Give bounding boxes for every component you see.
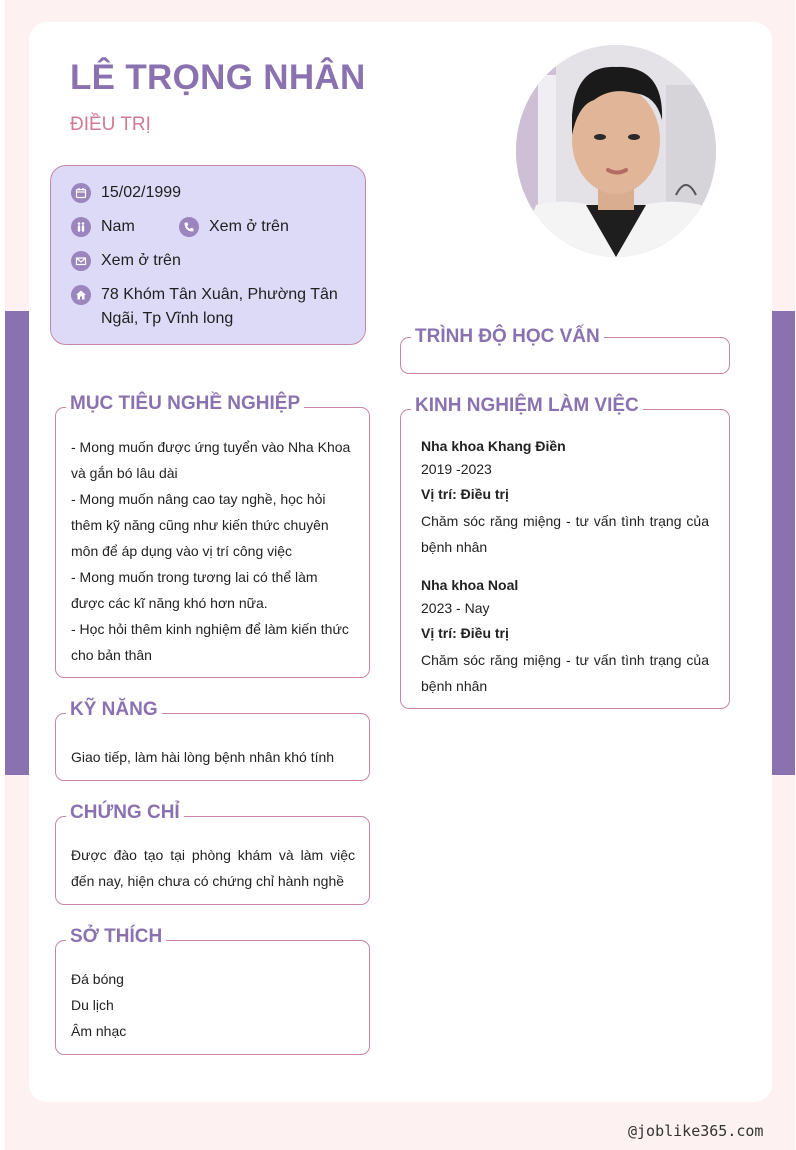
- profile-photo-illustration: [516, 45, 716, 257]
- job-description: Chăm sóc răng miệng - tư vấn tình trạng của bệnh nhân: [421, 513, 709, 555]
- experience-section: [400, 395, 730, 709]
- skills-title: KỸ NĂNG: [66, 698, 162, 722]
- job-company: Nha khoa Khang Điền: [421, 438, 566, 454]
- skills-text: Giao tiếp, làm hài lòng bệnh nhân khó tính: [71, 749, 335, 765]
- home-icon: [71, 285, 91, 305]
- phone-value: Xem ở trên: [209, 218, 289, 235]
- job-period: 2023 - Nay: [421, 600, 490, 616]
- objective-line: thêm kỹ năng cũng như kiến thức chuyên: [71, 517, 329, 533]
- email-row: [71, 249, 181, 273]
- candidate-role: ĐIỀU TRỊ: [70, 114, 151, 135]
- objective-line: được các kĩ năng khó hơn nữa.: [71, 595, 268, 611]
- right-accent-band: [772, 311, 795, 775]
- hobby-item: Đá bóng: [71, 971, 124, 987]
- objective-section: [55, 393, 370, 678]
- job-company: Nha khoa Noal: [421, 577, 519, 593]
- objective-body: [71, 434, 355, 668]
- watermark-text: @joblike365.com: [628, 1122, 764, 1140]
- candidate-name: LÊ TRỌNG NHÂN: [70, 58, 366, 97]
- hobbies-list: [71, 966, 355, 1044]
- gender-row: [71, 215, 135, 239]
- address-value: [101, 283, 338, 331]
- birthday-value: 15/02/1999: [101, 184, 182, 201]
- objective-line: - Mong muốn nâng cao tay nghề, học hỏi: [71, 491, 326, 507]
- objective-title: MỤC TIÊU NGHỀ NGHIỆP: [66, 392, 304, 416]
- skills-section: [55, 699, 370, 781]
- email-icon: [71, 251, 91, 271]
- job-position: Vị trí: Điều trị: [421, 625, 509, 641]
- gender-value: Nam: [101, 218, 135, 235]
- certificates-text: Được đào tạo tại phòng khám và làm việc đến nay, hiện chưa có chứng chỉ hành nghề: [71, 847, 355, 889]
- objective-line: - Mong muốn trong tương lai có thể làm: [71, 569, 318, 585]
- objective-line: - Học hỏi thêm kinh nghiệm để làm kiến thức: [71, 621, 349, 637]
- job-item: [421, 434, 709, 560]
- objective-line: môn để áp dụng vào vị trí công việc: [71, 543, 293, 559]
- certificates-title: CHỨNG CHỈ: [66, 801, 184, 825]
- education-section: [400, 326, 730, 374]
- job-description: Chăm sóc răng miệng - tư vấn tình trạng của bệnh nhân: [421, 652, 709, 694]
- calendar-icon: [71, 183, 91, 203]
- experience-title: KINH NGHIỆM LÀM VIỆC: [411, 394, 643, 418]
- left-accent-band: [5, 311, 29, 775]
- hobbies-title: SỞ THÍCH: [66, 925, 166, 949]
- phone-row: [179, 215, 289, 239]
- objective-line: cho bản thân: [71, 647, 152, 663]
- gender-icon: [71, 217, 91, 237]
- hobby-item: Âm nhạc: [71, 1023, 127, 1039]
- phone-icon: [179, 217, 199, 237]
- birthday-row: [71, 181, 181, 205]
- education-title: TRÌNH ĐỘ HỌC VẤN: [411, 325, 604, 349]
- hobby-item: Du lịch: [71, 997, 114, 1013]
- objective-line: và gắn bó lâu dài: [71, 465, 178, 481]
- email-value: Xem ở trên: [101, 252, 181, 269]
- job-position: Vị trí: Điều trị: [421, 486, 509, 502]
- objective-line: - Mong muốn được ứng tuyển vào Nha Khoa: [71, 439, 351, 455]
- profile-photo: [516, 45, 716, 257]
- certificates-section: [55, 802, 370, 905]
- job-period: 2019 -2023: [421, 461, 492, 477]
- address-row: [71, 283, 338, 331]
- address-line-1: 78 Khóm Tân Xuân, Phường Tân: [101, 286, 338, 303]
- hobbies-section: [55, 926, 370, 1055]
- job-item: [421, 573, 709, 699]
- contact-box: [50, 165, 366, 345]
- address-line-2: Ngãi, Tp Vĩnh long: [101, 310, 234, 327]
